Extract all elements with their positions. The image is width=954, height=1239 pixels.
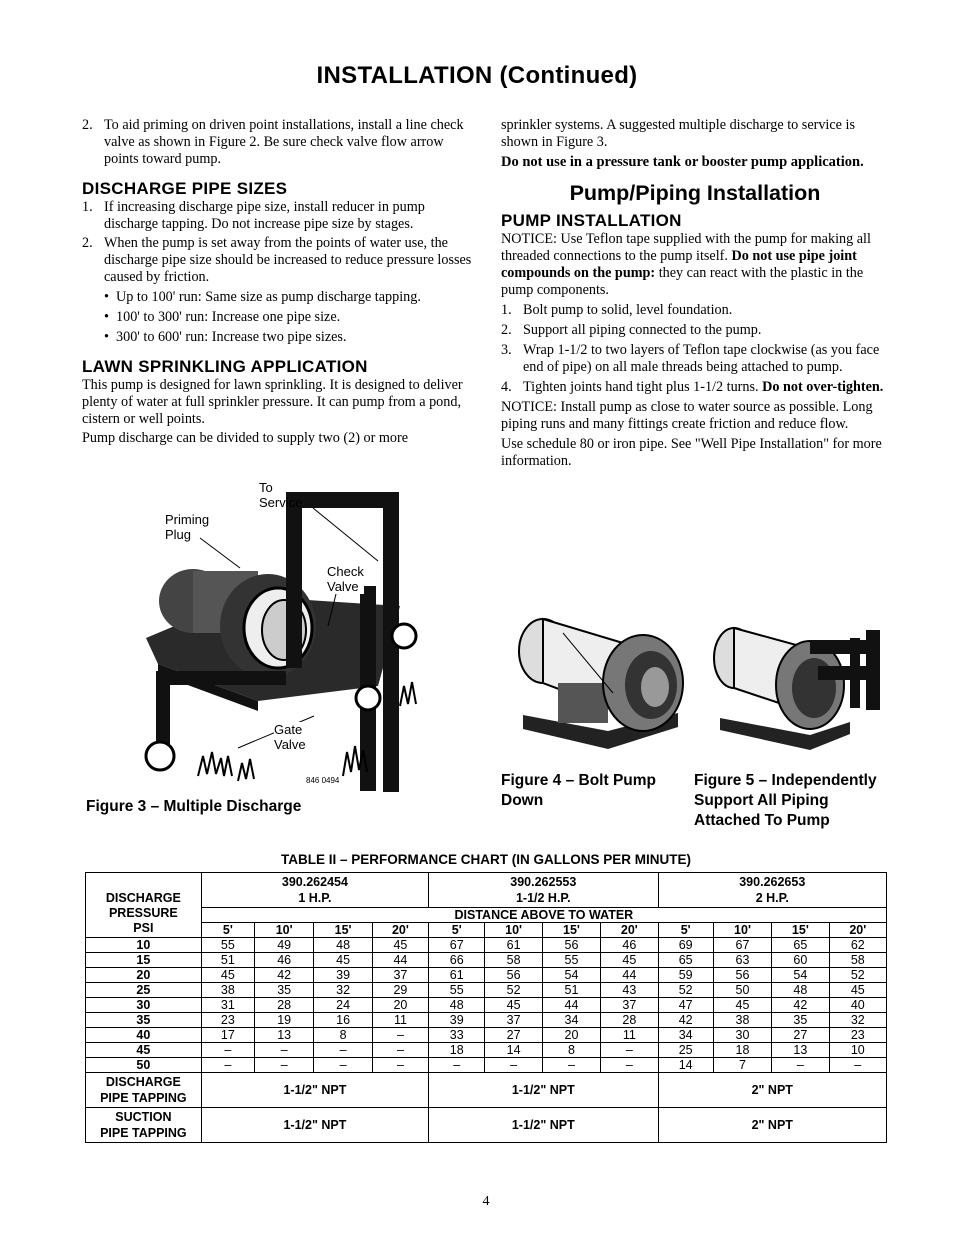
discharge-tapping-cell: 1-1/2" NPT bbox=[429, 1073, 658, 1108]
table-row bbox=[86, 968, 887, 983]
check-valve-label: Check Valve bbox=[327, 564, 364, 594]
table-row bbox=[86, 983, 887, 998]
to-service-label: To Service bbox=[259, 480, 303, 510]
psi-cell: 15 bbox=[86, 953, 202, 968]
table-row bbox=[86, 953, 887, 968]
continued-paragraph: sprinkler systems. A suggested multiple discharge to service is shown in Figure 3. bbox=[501, 117, 855, 150]
table-row bbox=[86, 1108, 887, 1143]
gpm-cell: 69 bbox=[658, 938, 713, 953]
suction-tapping-cell: 1-1/2" NPT bbox=[201, 1108, 428, 1143]
gpm-cell: – bbox=[542, 1058, 600, 1073]
gpm-cell: 14 bbox=[485, 1043, 542, 1058]
gpm-cell: 11 bbox=[372, 1013, 428, 1028]
gpm-cell: 51 bbox=[542, 983, 600, 998]
table-row bbox=[86, 908, 887, 923]
gpm-cell: 18 bbox=[713, 1043, 771, 1058]
discharge-tapping-cell: 1-1/2" NPT bbox=[201, 1073, 428, 1108]
figure-4-caption: Figure 4 – Bolt Pump Down bbox=[501, 772, 657, 809]
gpm-cell: – bbox=[601, 1043, 658, 1058]
gpm-cell: – bbox=[829, 1058, 886, 1073]
notice-paragraph: NOTICE: Use Teflon tape supplied with the pump for making all threaded connections to the pump itself. Do not use pipe joint compounds on the pump: they can react with the plastic in the pump components. bbox=[501, 231, 871, 298]
gpm-cell: 48 bbox=[314, 938, 372, 953]
gpm-cell: 32 bbox=[829, 1013, 886, 1028]
gpm-cell: 52 bbox=[658, 983, 713, 998]
gpm-cell: 20 bbox=[372, 998, 428, 1013]
gpm-cell: 50 bbox=[713, 983, 771, 998]
distance-cell: 15' bbox=[314, 923, 372, 938]
gpm-cell: 35 bbox=[772, 1013, 829, 1028]
gpm-cell: 37 bbox=[485, 1013, 542, 1028]
gpm-cell: 45 bbox=[713, 998, 771, 1013]
gpm-cell: 39 bbox=[429, 1013, 485, 1028]
distance-cell: 20' bbox=[601, 923, 658, 938]
gpm-cell: 34 bbox=[542, 1013, 600, 1028]
gpm-cell: 45 bbox=[829, 983, 886, 998]
section-title: Pump/Piping Installation bbox=[569, 181, 821, 205]
gpm-cell: 34 bbox=[658, 1028, 713, 1043]
gpm-cell: 42 bbox=[254, 968, 313, 983]
gpm-cell: 37 bbox=[601, 998, 658, 1013]
gpm-cell: 19 bbox=[254, 1013, 313, 1028]
model-header: 390.262653 2 H.P. bbox=[658, 873, 886, 908]
gpm-cell: 30 bbox=[713, 1028, 771, 1043]
suction-tapping-cell: 2" NPT bbox=[658, 1108, 886, 1143]
distance-cell: 5' bbox=[429, 923, 485, 938]
gpm-cell: 13 bbox=[254, 1028, 313, 1043]
figure-3-caption: Figure 3 – Multiple Discharge bbox=[86, 798, 302, 815]
gpm-cell: – bbox=[372, 1058, 428, 1073]
bullet-item: • Up to 100' run: Same size as pump discharge tapping. bbox=[104, 289, 421, 305]
gpm-cell: 63 bbox=[713, 953, 771, 968]
gpm-cell: 61 bbox=[485, 938, 542, 953]
table-row bbox=[86, 998, 887, 1013]
gpm-cell: 23 bbox=[829, 1028, 886, 1043]
gpm-cell: – bbox=[254, 1043, 313, 1058]
gpm-cell: 16 bbox=[314, 1013, 372, 1028]
gpm-cell: 11 bbox=[601, 1028, 658, 1043]
psi-cell: 20 bbox=[86, 968, 202, 983]
gpm-cell: 54 bbox=[772, 968, 829, 983]
distance-cell: 15' bbox=[772, 923, 829, 938]
distance-header: DISTANCE ABOVE TO WATER bbox=[201, 908, 886, 923]
gpm-cell: 7 bbox=[713, 1058, 771, 1073]
gpm-cell: 61 bbox=[429, 968, 485, 983]
gpm-cell: 52 bbox=[485, 983, 542, 998]
table-row bbox=[86, 923, 887, 938]
gpm-cell: 49 bbox=[254, 938, 313, 953]
bullet-item: • 300' to 600' run: Increase two pipe sizes. bbox=[104, 329, 347, 345]
distance-cell: 5' bbox=[658, 923, 713, 938]
notice-paragraph: NOTICE: Install pump as close to water source as possible. Long piping runs and many fittings create friction and reduce flow. bbox=[501, 399, 873, 432]
figure-5-caption: Figure 5 – Independently Support All Piping Attached To Pump bbox=[694, 772, 877, 829]
list-item: 3. Wrap 1-1/2 to two layers of Teflon tape clockwise (as you face end of pipe) on all male threads being attached to pump. bbox=[501, 342, 880, 375]
table-row bbox=[86, 938, 887, 953]
gpm-cell: 8 bbox=[542, 1043, 600, 1058]
list-item: 2. To aid priming on driven point installations, install a line check valve as shown in Figure 2. Be sure check valve flow arrow points toward pump. bbox=[82, 117, 464, 167]
page-number: 4 bbox=[482, 1194, 490, 1209]
gpm-cell: 14 bbox=[658, 1058, 713, 1073]
gpm-cell: 45 bbox=[314, 953, 372, 968]
gpm-cell: 56 bbox=[542, 938, 600, 953]
psi-label: PSI bbox=[133, 921, 154, 935]
gpm-cell: 65 bbox=[772, 938, 829, 953]
pump-with-piping-illustration bbox=[700, 610, 890, 760]
gpm-cell: 39 bbox=[314, 968, 372, 983]
figure-5-support-piping bbox=[700, 610, 890, 760]
gpm-cell: 17 bbox=[201, 1028, 254, 1043]
list-item: 2. When the pump is set away from the points of water use, the discharge pipe size should be increased to reduce pressure losses caused by friction. bbox=[82, 235, 472, 285]
gpm-cell: 44 bbox=[601, 968, 658, 983]
item-text: If increasing discharge pipe size, install reducer in pump discharge tapping. Do not increase pipe size by stages. bbox=[104, 199, 425, 232]
gpm-cell: 55 bbox=[201, 938, 254, 953]
gpm-cell: 31 bbox=[201, 998, 254, 1013]
gpm-cell: 44 bbox=[542, 998, 600, 1013]
gpm-cell: – bbox=[372, 1043, 428, 1058]
bolt-pump-illustration bbox=[503, 603, 693, 763]
gpm-cell: 55 bbox=[542, 953, 600, 968]
gpm-cell: 32 bbox=[314, 983, 372, 998]
distance-cell: 10' bbox=[485, 923, 542, 938]
gpm-cell: 44 bbox=[372, 953, 428, 968]
gpm-cell: 27 bbox=[485, 1028, 542, 1043]
gpm-cell: – bbox=[314, 1043, 372, 1058]
gpm-cell: 23 bbox=[201, 1013, 254, 1028]
gpm-cell: 46 bbox=[601, 938, 658, 953]
figure-3-multiple-discharge bbox=[138, 476, 428, 796]
distance-cell: 20' bbox=[372, 923, 428, 938]
gpm-cell: – bbox=[485, 1058, 542, 1073]
gpm-cell: 51 bbox=[201, 953, 254, 968]
gpm-cell: 56 bbox=[485, 968, 542, 983]
right-column bbox=[501, 117, 889, 470]
gpm-cell: 59 bbox=[658, 968, 713, 983]
bullet-item: • 100' to 300' run: Increase one pipe size. bbox=[104, 309, 341, 325]
gpm-cell: 54 bbox=[542, 968, 600, 983]
lawn-heading: LAWN SPRINKLING APPLICATION bbox=[82, 357, 368, 376]
psi-cell: 30 bbox=[86, 998, 202, 1013]
distance-cell: 5' bbox=[201, 923, 254, 938]
gpm-cell: 18 bbox=[429, 1043, 485, 1058]
gpm-cell: 67 bbox=[429, 938, 485, 953]
gpm-cell: 45 bbox=[372, 938, 428, 953]
pump-installation-heading: PUMP INSTALLATION bbox=[501, 211, 682, 230]
gpm-cell: 66 bbox=[429, 953, 485, 968]
left-column bbox=[82, 117, 474, 447]
gpm-cell: 67 bbox=[713, 938, 771, 953]
gpm-cell: 46 bbox=[254, 953, 313, 968]
psi-cell: 25 bbox=[86, 983, 202, 998]
gpm-cell: 25 bbox=[658, 1043, 713, 1058]
gpm-cell: 45 bbox=[601, 953, 658, 968]
gpm-cell: 37 bbox=[372, 968, 428, 983]
gpm-cell: – bbox=[201, 1058, 254, 1073]
gpm-cell: 28 bbox=[601, 1013, 658, 1028]
lawn-paragraph: Pump discharge can be divided to supply two (2) or more bbox=[82, 430, 408, 446]
gpm-cell: 33 bbox=[429, 1028, 485, 1043]
model-header: 390.262553 1-1/2 H.P. bbox=[429, 873, 658, 908]
distance-cell: 10' bbox=[254, 923, 313, 938]
gpm-cell: – bbox=[601, 1058, 658, 1073]
gpm-cell: 56 bbox=[713, 968, 771, 983]
gpm-cell: 40 bbox=[829, 998, 886, 1013]
gpm-cell: 24 bbox=[314, 998, 372, 1013]
gpm-cell: 48 bbox=[772, 983, 829, 998]
table-row bbox=[86, 1043, 887, 1058]
gpm-cell: 65 bbox=[658, 953, 713, 968]
gpm-cell: – bbox=[314, 1058, 372, 1073]
list-item: 1. If increasing discharge pipe size, install reducer in pump discharge tapping. Do not increase pipe size by stages. bbox=[82, 199, 425, 232]
tapping-label: DISCHARGE PIPE TAPPING bbox=[86, 1073, 202, 1108]
table-row bbox=[86, 1058, 887, 1073]
gpm-cell: 35 bbox=[254, 983, 313, 998]
warning-text: Do not use in a pressure tank or booster pump application. bbox=[501, 154, 864, 170]
suction-tapping-cell: 1-1/2" NPT bbox=[429, 1108, 658, 1143]
figure-4-bolt-pump-down bbox=[503, 603, 693, 763]
lawn-paragraph: This pump is designed for lawn sprinkling. It is designed to deliver plenty of water at full sprinkler pressure. It can pump from a pond, cistern or well points. bbox=[82, 377, 463, 427]
gpm-cell: 62 bbox=[829, 938, 886, 953]
schedule-paragraph: Use schedule 80 or iron pipe. See "Well Pipe Installation" for more information. bbox=[501, 436, 882, 469]
gpm-cell: 42 bbox=[772, 998, 829, 1013]
table-title: TABLE II – PERFORMANCE CHART (IN GALLONS PER MINUTE) bbox=[281, 852, 691, 867]
gpm-cell: 45 bbox=[485, 998, 542, 1013]
gpm-cell: 8 bbox=[314, 1028, 372, 1043]
psi-cell: 45 bbox=[86, 1043, 202, 1058]
psi-cell: 10 bbox=[86, 938, 202, 953]
discharge-tapping-cell: 2" NPT bbox=[658, 1073, 886, 1108]
psi-cell: 50 bbox=[86, 1058, 202, 1073]
gpm-cell: 55 bbox=[429, 983, 485, 998]
model-header: 390.262454 1 H.P. bbox=[201, 873, 428, 908]
gpm-cell: 60 bbox=[772, 953, 829, 968]
psi-cell: 35 bbox=[86, 1013, 202, 1028]
gpm-cell: – bbox=[772, 1058, 829, 1073]
distance-cell: 15' bbox=[542, 923, 600, 938]
gpm-cell: 52 bbox=[829, 968, 886, 983]
gpm-cell: 13 bbox=[772, 1043, 829, 1058]
table-row bbox=[86, 1028, 887, 1043]
gpm-cell: 38 bbox=[201, 983, 254, 998]
gpm-cell: – bbox=[429, 1058, 485, 1073]
gpm-cell: – bbox=[201, 1043, 254, 1058]
gpm-cell: 38 bbox=[713, 1013, 771, 1028]
gpm-cell: 29 bbox=[372, 983, 428, 998]
row-header-cell: DISCHARGE PRESSURE PSI bbox=[86, 873, 202, 938]
gpm-cell: 58 bbox=[829, 953, 886, 968]
gpm-cell: – bbox=[254, 1058, 313, 1073]
distance-cell: 10' bbox=[713, 923, 771, 938]
table-row bbox=[86, 1013, 887, 1028]
table-row bbox=[86, 873, 887, 908]
list-item: 2. Support all piping connected to the pump. bbox=[501, 322, 762, 338]
gpm-cell: 58 bbox=[485, 953, 542, 968]
distance-cell: 20' bbox=[829, 923, 886, 938]
figure-code: 846 0494 bbox=[306, 776, 340, 785]
gpm-cell: 42 bbox=[658, 1013, 713, 1028]
discharge-heading: DISCHARGE PIPE SIZES bbox=[82, 179, 288, 198]
tapping-label: SUCTION PIPE TAPPING bbox=[86, 1108, 202, 1143]
item-text: To aid priming on driven point installations, install a line check valve as shown in Figure 2. Be sure check valve flow arrow points toward pump. bbox=[104, 117, 464, 167]
list-item: 1. Bolt pump to solid, level foundation. bbox=[501, 302, 733, 318]
gpm-cell: 45 bbox=[201, 968, 254, 983]
gate-valve-label: Gate Valve bbox=[274, 722, 306, 752]
table-row bbox=[86, 1073, 887, 1108]
gpm-cell: 20 bbox=[542, 1028, 600, 1043]
page-title: INSTALLATION (Continued) bbox=[316, 62, 638, 89]
gpm-cell: 43 bbox=[601, 983, 658, 998]
gpm-cell: – bbox=[372, 1028, 428, 1043]
gpm-cell: 28 bbox=[254, 998, 313, 1013]
gpm-cell: 27 bbox=[772, 1028, 829, 1043]
priming-plug-label: Priming Plug bbox=[165, 512, 210, 542]
performance-table bbox=[85, 872, 887, 1143]
gpm-cell: 10 bbox=[829, 1043, 886, 1058]
list-item: 4. Tighten joints hand tight plus 1-1/2 turns. Do not over-tighten. bbox=[501, 379, 884, 395]
item-text: When the pump is set away from the points of water use, the discharge pipe size should be increased to reduce pressure losses caused by friction. bbox=[104, 235, 472, 285]
gpm-cell: 48 bbox=[429, 998, 485, 1013]
psi-cell: 40 bbox=[86, 1028, 202, 1043]
gpm-cell: 47 bbox=[658, 998, 713, 1013]
